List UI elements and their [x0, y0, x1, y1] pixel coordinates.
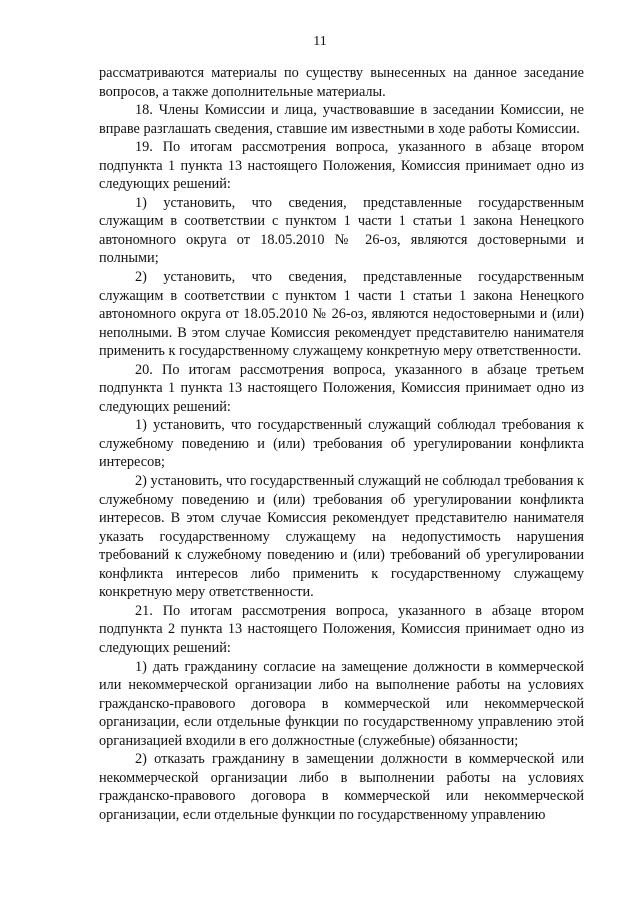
paragraph-item-19-2: 2) установить, что сведения, представленные государственным служащим в соответствии с пунктом 1 части 1 статьи 1 закона Ненецкого автономного округа от 18.05.2010 № 26-оз, являются недостоверными и (или) неполными. В этом случае Комиссия рекомендует представителю нанимателя применить к государственному служащему конкретную меру ответственности. [99, 269, 584, 360]
paragraph-item-21: 21. По итогам рассмотрения вопроса, указанного в абзаце втором подпункта 2 пункта 13 настоящего Положения, Комиссия принимает одно из следующих решений: [99, 602, 584, 656]
paragraph-item-18: 18. Члены Комиссии и лица, участвовавшие в заседании Комиссии, не вправе разглашать сведения, ставшие им известными в ходе работы Комиссии. [99, 102, 584, 137]
document-body [99, 64, 584, 824]
paragraph-item-20: 20. По итогам рассмотрения вопроса, указанного в абзаце третьем подпункта 1 пункта 13 настоящего Положения, Комиссия принимает одно из следующих решений: [99, 361, 584, 415]
page-number: 11 [313, 34, 327, 49]
paragraph-item-21-2: 2) отказать гражданину в замещении должности в коммерческой или некоммерческой организации либо в выполнении работы на условиях гражданско-правового договора в коммерческой или некоммерческой организации, если отдельные функции по государственному управлению [99, 751, 584, 823]
paragraph-item-20-1: 1) установить, что государственный служащий соблюдал требования к служебному поведению и (или) требования об урегулировании конфликта интересов; [99, 417, 584, 471]
paragraph-item-21-1: 1) дать гражданину согласие на замещение должности в коммерческой или некоммерческой организации либо на выполнение работы на условиях гражданско-правового договора в коммерческой или некоммерческой организации, если отдельные функции по государственному управлению этой организацией входили в его должностные (служебные) обязанности; [99, 658, 584, 749]
paragraph-item-19-1: 1) установить, что сведения, представленные государственным служащим в соответствии с пунктом 1 части 1 статьи 1 закона Ненецкого автономного округа от 18.05.2010 № 26-оз, являются достоверными и полными; [99, 194, 584, 267]
paragraph-continuation: рассматриваются материалы по существу вынесенных на данное заседание вопросов, а также дополнительные материалы. [99, 65, 584, 100]
paragraph-item-20-2: 2) установить, что государственный служащий не соблюдал требования к служебному поведению и (или) требования об урегулировании конфликта интересов. В этом случае Комиссия рекомендует представителю нанимателя указать государственному служащему на недопустимость нарушения требований к служебному поведению и (или) требований об урегулировании конфликта интересов либо применить к государственному служащему конкретную меру ответственности. [99, 473, 584, 601]
paragraph-item-19: 19. По итогам рассмотрения вопроса, указанного в абзаце втором подпункта 1 пункта 13 настоящего Положения, Комиссия принимает одно из следующих решений: [99, 139, 584, 193]
